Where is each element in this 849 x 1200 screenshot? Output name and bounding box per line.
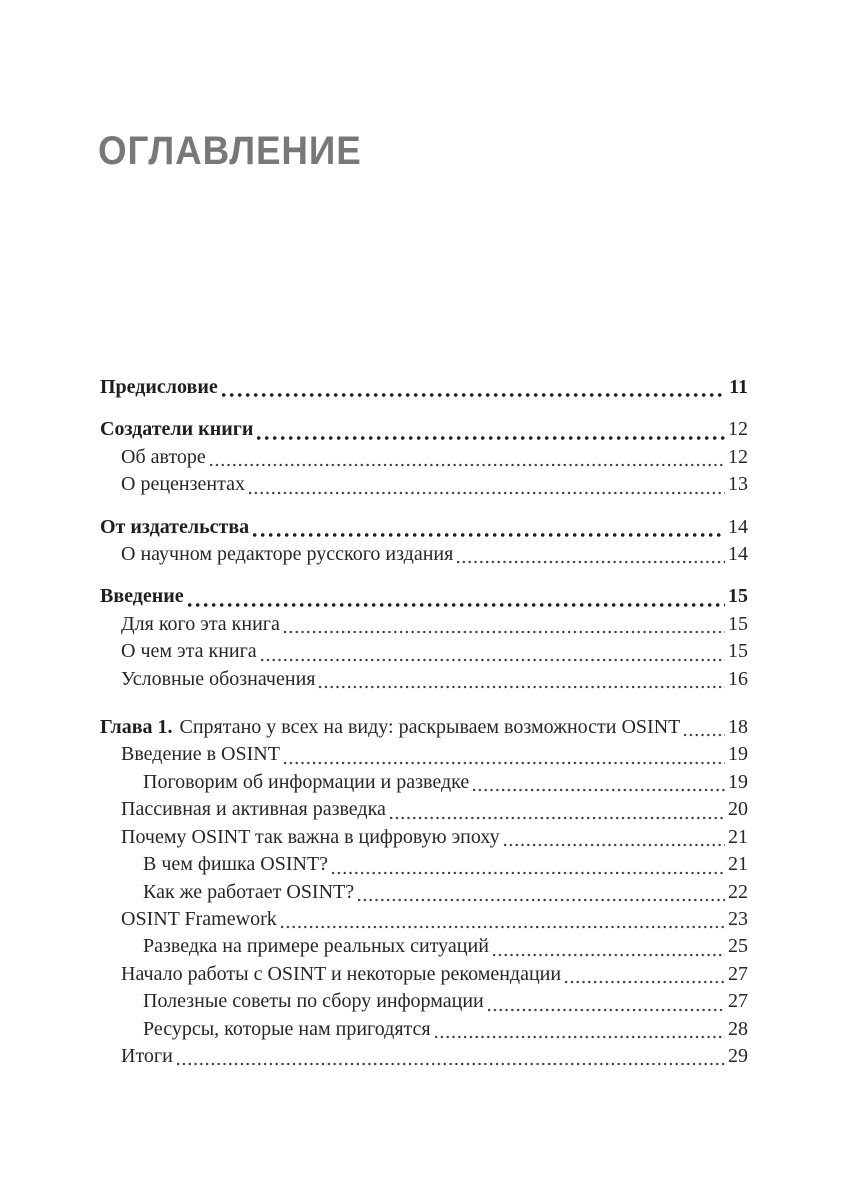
toc-leader-dots [565,980,725,984]
toc-leader-dots [358,898,725,902]
toc-entry-label: Введение [100,585,184,608]
toc-entry [100,988,748,1015]
toc-entry-label: Как же работает OSINT? [143,880,355,903]
toc-entry-label: Введение в OSINT [121,743,280,766]
toc-entry-label: OSINT Framework [121,907,277,930]
toc-entry [100,638,748,665]
toc-entry [100,1016,748,1043]
toc-entry [100,1043,748,1070]
toc-entry-page-number: 12 [728,445,748,468]
page-title: ОГЛАВЛЕНИЕ [98,129,362,173]
toc-entry-label: Итоги [121,1044,173,1067]
toc-entry-page-number: 13 [728,473,748,496]
toc-leader-dots [177,1062,725,1066]
toc-entry-page-number: 12 [728,418,748,441]
toc-entry [100,444,748,471]
toc-entry-label: Предисловие [100,376,218,398]
toc-leader-dots [684,733,725,737]
toc-entry-label: Ресурсы, которые нам пригодятся [143,1017,431,1040]
toc-leader-dots [284,630,725,634]
toc-entry-page-number: 18 [728,716,748,739]
toc-entry-label: В чем фишка OSINT? [143,853,329,876]
toc-entry [100,374,748,401]
toc-entry [100,416,748,443]
toc-entry-label: Поговорим об информации и разведке [143,770,470,793]
toc-entry-label: Об авторе [121,445,206,468]
toc-entry-page-number: 19 [728,743,748,766]
toc-entry-label: Начало работы с OSINT и некоторые рекомендации [121,962,562,985]
toc-leader-dots [284,761,725,765]
toc-entry-page-number: 15 [728,612,748,635]
toc-entry [100,933,748,960]
toc-entry-page-number: 22 [728,880,748,903]
toc-entry-label: Разведка на примере реальных ситуаций [143,935,489,958]
toc-entry [100,824,748,851]
toc-entry [100,741,748,768]
toc-entry-page-number: 21 [728,853,748,876]
toc-entry-page-number: 21 [728,825,748,848]
toc-entry-label: Почему OSINT так важна в цифровую эпоху [121,825,500,848]
toc-entry-page-number: 23 [728,907,748,930]
toc-entry [100,714,748,741]
toc-entry-label: О рецензентах [121,473,245,496]
toc-entry [100,769,748,796]
toc-leader-dots [253,533,725,537]
toc-entry [100,514,748,541]
toc-entry-page-number: 11 [729,376,748,398]
toc-entry [100,541,748,568]
toc-leader-dots [473,788,725,792]
toc-list [100,374,748,1070]
toc-leader-dots [390,816,725,820]
toc-leader-dots [488,1008,725,1012]
toc-leader-dots [188,603,725,607]
toc-entry-label: О чем эта книга [121,640,257,663]
toc-entry [100,851,748,878]
toc-leader-dots [332,871,725,875]
toc-entry-page-number: 20 [728,798,748,821]
toc-leader-dots [210,463,725,467]
toc-leader-dots [281,925,725,929]
toc-entry [100,666,748,693]
toc-entry-chapter-prefix: Глава 1. [100,716,173,739]
toc-leader-dots [257,436,725,440]
toc-entry-label: Полезные советы по сбору информации [143,990,484,1013]
toc-entry-page-number: 14 [728,515,748,538]
toc-leader-dots [261,658,725,662]
toc-entry [100,796,748,823]
toc-entry-page-number: 15 [728,585,748,608]
toc-entry-label: Условные обозначения [121,667,316,690]
toc-entry [100,879,748,906]
toc-leader-dots [493,953,725,957]
toc-entry-label: Спрятано у всех на виду: раскрываем возможности OSINT [179,716,681,739]
toc-entry-page-number: 14 [728,543,748,566]
toc-leader-dots [504,843,725,847]
toc-entry [100,961,748,988]
toc-leader-dots [457,560,725,564]
toc-entry-page-number: 19 [728,770,748,793]
toc-entry-label: Создатели книги [100,418,254,441]
toc-leader-dots [435,1035,725,1039]
toc-entry-label: Для кого эта книга [121,612,280,635]
toc-entry-label: От издательства [100,515,250,538]
toc-leader-dots [249,491,725,495]
toc-entry-page-number: 29 [728,1044,748,1067]
toc-leader-dots [319,685,725,689]
toc-entry [100,583,748,610]
toc-entry-page-number: 16 [728,667,748,690]
toc-entry-page-number: 27 [728,990,748,1013]
toc-entry-page-number: 15 [728,640,748,663]
toc-entry-page-number: 28 [728,1017,748,1040]
toc-leader-dots [222,393,726,397]
toc-entry [100,611,748,638]
toc-entry-label: О научном редакторе русского издания [121,543,454,566]
toc-entry-page-number: 25 [728,935,748,958]
toc-entry-page-number: 27 [728,962,748,985]
toc-entry [100,906,748,933]
toc-entry-label: Пассивная и активная разведка [121,798,386,821]
toc-entry [100,471,748,498]
